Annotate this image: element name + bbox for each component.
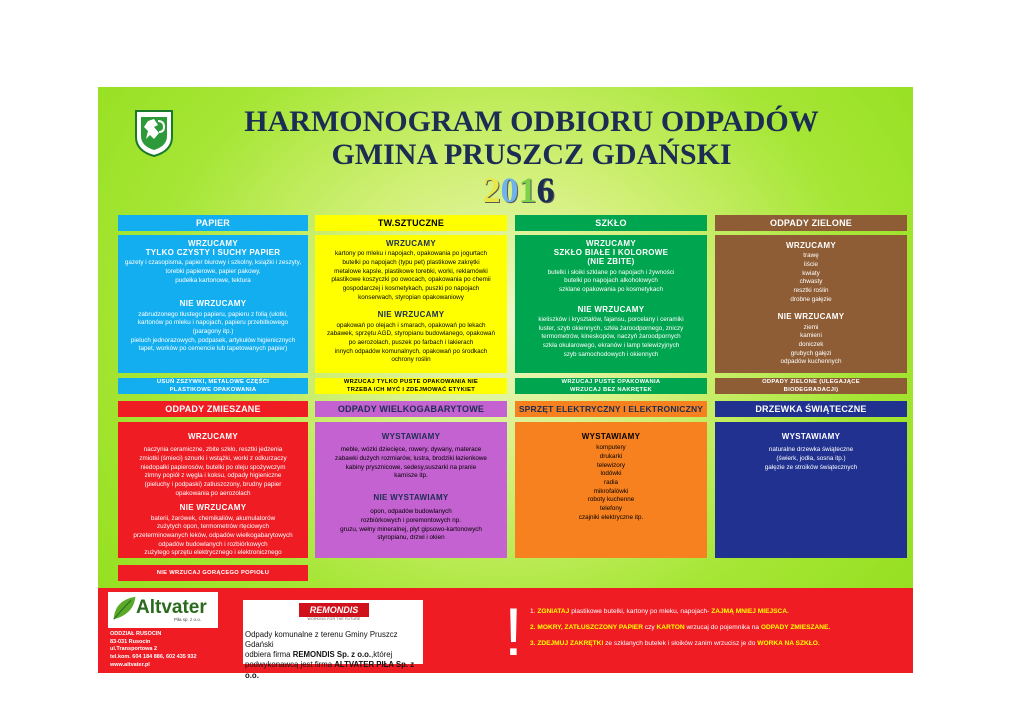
- zmieszane-throw-heading: WRZUCAMY: [188, 432, 238, 441]
- plastik-throw-item: gospodarczej i kosmetykach, puszki po napojach: [342, 284, 480, 292]
- plastik-throw-item: metalowe kapsle, plastikowe torebki, worki, reklamówki: [334, 267, 488, 275]
- tip-keyword: ODPADY ZMIESZANE.: [760, 623, 831, 631]
- wielkogabarytowe-throw-item: meble, wózki dziecięce, rowery, dywany, materace: [340, 446, 482, 454]
- zielone-throw-item: resztki roślin: [793, 286, 829, 294]
- header-szklo: SZKŁO: [515, 215, 707, 231]
- tip-keyword: KARTON: [656, 623, 685, 631]
- szklo-note: WRZUCAJ PUSTE OPAKOWANIA WRZUCAJ BEZ NAKRĘTEK: [515, 378, 707, 394]
- plastik-throw-item: kartony po mleku i napojach, opakowania po jogurtach: [335, 250, 487, 258]
- plastik-throw-item: butelki po napojach (typu pet) plastikowe zakrętki: [342, 258, 480, 266]
- tip-text: plastikowe butelki, kartony po mleku, napojach-: [571, 608, 710, 615]
- szklo-no-item: luster, szyb okiennych, szkła żaroodpornego, zniczy: [538, 324, 684, 332]
- zielone-no-item: doniczek: [798, 340, 824, 348]
- plastik-no-item: ochrony roślin: [391, 356, 431, 364]
- zmieszane-throw-item: zimny popiół z węgla i koksu, odpady higieniczne: [144, 472, 282, 480]
- address-line: ul.Transportowa 2: [110, 646, 158, 653]
- page-title-line-1: HARMONOGRAM ODBIORU ODPADÓW: [244, 105, 819, 138]
- papier-no-item: (paragony itp.): [192, 328, 234, 335]
- wielkogabarytowe-no-item: styropianu, drzwi i okien: [377, 534, 445, 542]
- plastik-no-heading: NIE WRZUCAMY: [377, 310, 445, 320]
- zmieszane-throw-item: niedopałki papierosów, butelki po oleju spożywczym: [140, 463, 286, 471]
- szklo-no-item: termometrów, kineskopów, naczyń żaroodpornych: [541, 333, 681, 341]
- tip-item: [530, 640, 910, 648]
- plastik-no-item: opakowań po olejach i smarach, opakowań po lekach: [336, 321, 486, 329]
- year-label: [98, 169, 913, 211]
- elektro-throw-heading: WYSTAWIAMY: [581, 432, 641, 441]
- altvater-address: [110, 631, 197, 669]
- wielkogabarytowe-box: [315, 422, 507, 558]
- zielone-note: ODPADY ZIELONE (ULEGAJĄCE BIODEGRADACJI): [715, 378, 907, 394]
- year-digit: 1: [518, 170, 537, 210]
- tip-item: [530, 608, 910, 616]
- choinki-throw-heading: WYSTAWIAMY: [781, 432, 841, 441]
- zielone-no-heading: NIE WRZUCAMY: [777, 312, 845, 322]
- zielone-throw-item: trawę: [803, 252, 819, 260]
- tips-list: [530, 608, 910, 656]
- altvater-company: ALTVATER PIŁA Sp. z o.o.: [245, 660, 415, 680]
- papier-no-heading: NIE WRZUCAMY: [179, 299, 247, 309]
- zielone-no-item: grubych gałęzi: [790, 349, 832, 357]
- papier-no-item: zabrudzonego tłustego papieru, papieru z folią (ulotki,: [138, 310, 288, 318]
- tip-keyword: WORKA NA SZKŁO.: [757, 639, 820, 647]
- footer: [98, 588, 913, 680]
- papier-no-item: pieluch jednorazowych, podpasek, artykułów higienicznych: [130, 336, 296, 344]
- zielone-throw-item: drobne gałęzie: [790, 295, 832, 303]
- zmieszane-throw-item: zmiotki (śmieci) sznurki i wstążki, worki z odkurzaczy: [139, 454, 287, 462]
- remondis-info-text: odbiera firma: [245, 650, 291, 660]
- plastik-no-item: po aerozolach, puszek po farbach i lakierach: [348, 338, 474, 346]
- plastik-box: [315, 235, 507, 373]
- wielkogabarytowe-no-item: gruzu, wełny mineralnej, płyt gipsowo-kartonowych: [340, 525, 482, 533]
- tip-item: [530, 624, 910, 632]
- zielone-no-item: ziemi: [803, 323, 819, 331]
- zmieszane-no-item: przeterminowanych leków, odpadów wielkogabarytowych: [133, 531, 293, 539]
- zmieszane-no-heading: NIE WRZUCAMY: [179, 503, 247, 513]
- szklo-no-item: szkła okularowego, ekranów i lamp telewizyjnych: [542, 341, 680, 349]
- wielkogabarytowe-no-item: rozbiórkowych i poremontowych np.: [360, 516, 462, 524]
- wielkogabarytowe-throw-heading: WYSTAWIAMY: [381, 432, 441, 441]
- address-line: tel.kom. 604 184 886, 602 435 932: [110, 654, 197, 661]
- elektro-throw-item: lodówki: [600, 470, 622, 478]
- choinki-throw-item: (świerk, jodła, sosna itp.): [776, 454, 846, 462]
- tip-number: 1.: [530, 608, 536, 615]
- remondis-info-text: ,której: [371, 650, 393, 660]
- elektro-throw-item: roboty kuchenne: [587, 496, 635, 504]
- header-plastik: TW.SZTUCZNE: [315, 215, 507, 231]
- szklo-throw-item: butelki i słoiki szklane po napojach i żywności: [547, 268, 675, 276]
- elektro-throw-item: mikrofalówki: [593, 487, 629, 495]
- plastik-note: WRZUCAJ TYLKO PUSTE OPAKOWANIA NIE TRZEBA ICH MYĆ I ZDEJMOWAĆ ETYKIET: [315, 378, 507, 394]
- szklo-throw-item: butelki po napojach alkoholowych: [564, 277, 658, 285]
- remondis-info-line: [245, 650, 421, 660]
- header-wielkogabarytowe: ODPADY WIELKOGABARYTOWE: [315, 401, 507, 417]
- tip-text: ze szklanych butelek i słoików zanim wrzucisz je do: [605, 639, 756, 647]
- tip-keyword: 2. MOKRY, ZATŁUSZCZONY PAPIER: [530, 623, 643, 631]
- papier-no-item: kartonów po mleku i napojach, papieru przebitkowego: [137, 319, 289, 327]
- wielkogabarytowe-throw-item: kabiny prysznicowe, sedesy,suszarki na pranie: [345, 463, 477, 471]
- header-zmieszane: ODPADY ZMIESZANE: [118, 401, 308, 417]
- address-line: ODDZIAŁ RUSOCIN: [110, 631, 162, 637]
- papier-note: USUŃ ZSZYWKI, METALOWE CZĘŚCI PLASTIKOWE OPAKOWANIA: [118, 378, 308, 394]
- altvater-logo-text: Altvater: [136, 597, 207, 618]
- altvater-logo-sub: Piła sp. z o.o.: [174, 617, 202, 622]
- zielone-no-item: kamieni: [800, 332, 822, 340]
- choinki-throw-item: naturalne drzewka świąteczne: [768, 446, 854, 454]
- szklo-no-item: kieliszków i kryształów, fajansu, porcelany i ceramiki: [538, 315, 684, 323]
- zmieszane-no-item: zużytych opon, termometrów rtęciowych: [157, 523, 269, 531]
- zmieszane-throw-item: naczynia ceramiczne, zbite szkło, resztki jedzenia: [143, 446, 283, 454]
- remondis-info-line: [245, 660, 421, 680]
- zielone-box: [715, 235, 907, 373]
- zielone-throw-item: chwasty: [799, 278, 823, 286]
- szklo-throw-heading: WRZUCAMY: [586, 239, 636, 248]
- zielone-throw-item: kwiaty: [802, 269, 820, 277]
- tip-text: wrzucaj do pojemnika na: [686, 623, 760, 631]
- remondis-card: [243, 600, 423, 680]
- remondis-info-line: Odpady komunalne z terenu Gminy Pruszcz Gdański: [245, 630, 398, 650]
- plastik-no-item: innych odpadów komunalnych, opakowań po środkach: [334, 347, 488, 355]
- zmieszane-no-item: odpadów budowlanych i rozbiórkowych: [158, 540, 268, 548]
- zmieszane-throw-item: opakowania po aerozolach: [175, 489, 251, 497]
- papier-throw-sub: TYLKO CZYSTY I SUCHY PAPIER: [145, 248, 281, 258]
- tip-keyword: ZAJMĄ MNIEJ MIEJSCA.: [711, 608, 789, 615]
- plastik-throw-item: konserwach, styropian opakowaniowy: [358, 293, 464, 301]
- zmieszane-no-item: zużytego sprzętu elektrycznego i elektronicznego: [144, 549, 282, 557]
- zmieszane-note: NIE WRZUCAJ GORĄCEGO POPIOŁU: [118, 565, 308, 581]
- remondis-info: [245, 630, 421, 681]
- altvater-leaf-icon: [112, 594, 138, 622]
- elektro-throw-item: komputery: [596, 444, 626, 452]
- website-link[interactable]: www.altvater.pl: [110, 661, 150, 668]
- header-zielone: ODPADY ZIELONE: [715, 215, 907, 231]
- address-line: 83-031 Rusocin: [110, 638, 151, 645]
- zmieszane-throw-item: (pieluchy i podpaski) zatłuszczony, brudny papier: [144, 480, 282, 488]
- year-digit: 2: [482, 170, 501, 210]
- elektro-throw-item: drukarki: [599, 452, 623, 460]
- remondis-info-text: podwykonawcą jest firma: [245, 660, 333, 670]
- remondis-company: REMONDIS Sp. z o.o.: [292, 650, 372, 660]
- poster: [98, 87, 913, 680]
- zmieszane-no-item: baterii, żarówek, chemikaliów, akumulatorów: [150, 514, 276, 522]
- plastik-no-item: zabawek, sprzętu AGD, styropianu budowlanego, opakowań: [326, 330, 496, 338]
- exclamation-icon: !: [504, 594, 523, 670]
- header-choinki: DRZEWKA ŚWIĄTECZNE: [715, 401, 907, 417]
- header-elektro: SPRZĘT ELEKTRYCZNY I ELEKTRONICZNY: [515, 401, 707, 417]
- szklo-no-item: szyb samochodowych i okiennych: [563, 350, 659, 358]
- page-title-line-2: GMINA PRUSZCZ GDAŃSKI: [331, 138, 732, 171]
- year-digit: 0: [500, 170, 519, 210]
- remondis-tagline: WORKING FOR THE FUTURE: [307, 617, 361, 621]
- zmieszane-box: [118, 422, 308, 558]
- year-digit: 6: [536, 170, 555, 210]
- papier-box: [118, 235, 308, 373]
- tip-text: czy: [644, 623, 655, 631]
- papier-throw-item: gazety i czasopisma, papier biurowy i szkolny, książki i zeszyty, torebki papierowe, papier pakowy,: [124, 259, 302, 276]
- choinki-throw-item: gałęzie ze stroików świątecznych: [764, 463, 858, 471]
- wielkogabarytowe-no-item: opon, odpadów budowlanych: [370, 508, 452, 516]
- remondis-logo: REMONDIS: [299, 603, 369, 617]
- elektro-throw-item: telewizory: [597, 461, 625, 469]
- elektro-box: [515, 422, 707, 558]
- zielone-no-item: odpadów kuchennych: [780, 358, 842, 366]
- elektro-throw-item: radia: [603, 478, 618, 486]
- papier-no-item: tapet, worków po cemencie lub tapetowanych papier): [138, 345, 288, 353]
- plastik-throw-item: plastikowe koszyczki po owocach, opakowania po chemii: [331, 276, 491, 284]
- papier-throw-item: pudełka kartonowe, tektura: [175, 276, 251, 284]
- elektro-throw-item: czajniki elektryczne itp.: [578, 513, 644, 521]
- szklo-no-heading: NIE WRZUCAMY: [577, 304, 645, 314]
- elektro-throw-item: telefony: [599, 505, 623, 512]
- szklo-throw-sub: SZKŁO BIAŁE I KOLOROWE (NIE ZBITE): [553, 248, 669, 267]
- wielkogabarytowe-no-heading: NIE WYSTAWIAMY: [373, 492, 449, 502]
- choinki-box: [715, 422, 907, 558]
- header-papier: PAPIER: [118, 215, 308, 231]
- zielone-throw-item: liście: [804, 260, 818, 268]
- tip-keyword: 3. ZDEJMUJ ZAKRĘTKI: [530, 639, 604, 647]
- wielkogabarytowe-throw-item: zabawki dużych rozmiarów, lustra, brodziki łazienkowe: [335, 454, 487, 462]
- wielkogabarytowe-throw-item: karnisze itp.: [394, 472, 428, 480]
- szklo-throw-item: szklane opakowania po kosmetykach: [559, 285, 663, 293]
- tip-keyword: ZGNIATAJ: [537, 608, 570, 615]
- zielone-throw-heading: WRZUCAMY: [786, 241, 836, 250]
- papier-throw-heading: WRZUCAMY: [188, 239, 238, 248]
- szklo-box: [515, 235, 707, 373]
- plastik-throw-heading: WRZUCAMY: [386, 239, 436, 248]
